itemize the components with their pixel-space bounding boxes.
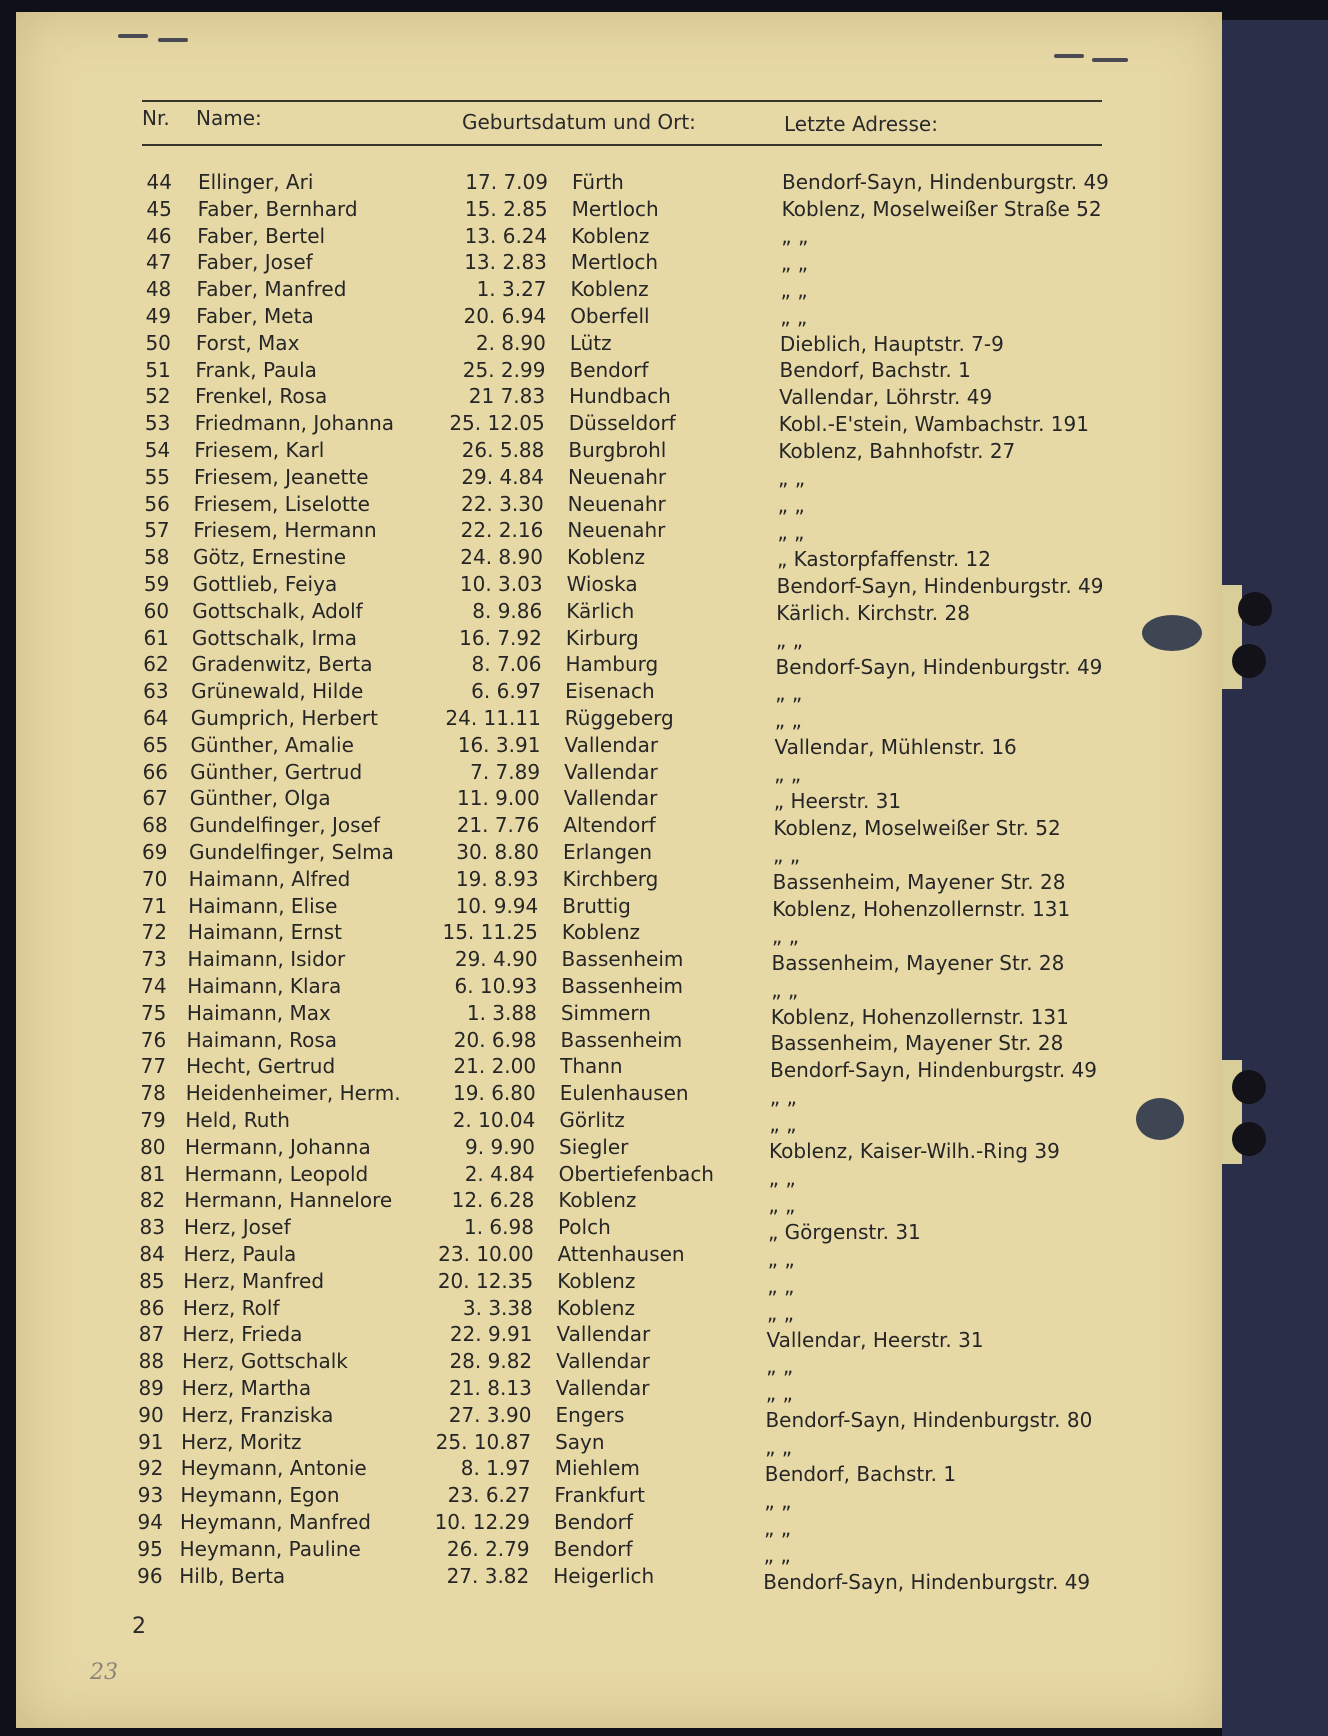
header-top-rule: [142, 100, 1102, 102]
margin-mark: [118, 34, 148, 38]
entry-name: Held, Ruth: [185, 1108, 290, 1132]
entry-birth-place: Lütz: [569, 330, 612, 355]
entry-birth-date: 8. 7.06: [471, 652, 542, 677]
entry-address: „ „: [769, 1112, 797, 1137]
entry-number: 92: [137, 1456, 164, 1481]
entry-birth-place: Sayn: [555, 1429, 605, 1454]
entry-birth-place: Neuenahr: [567, 491, 666, 516]
entry-number: 60: [143, 598, 170, 623]
entry-birth-place: Vallendar: [564, 732, 659, 757]
punch-hole: [1232, 1070, 1266, 1104]
entry-birth-date: 7. 7.89: [470, 759, 541, 784]
entry-number: 49: [145, 304, 172, 328]
entry-address: Bendorf-Sayn, Hindenburgstr. 49: [782, 170, 1109, 194]
entry-name: Götz, Ernestine: [192, 545, 347, 570]
entry-number: 57: [144, 518, 170, 543]
entry-address: „ „: [775, 681, 803, 706]
entry-address: „ Heerstr. 31: [773, 789, 902, 814]
entry-birth-date: 11. 9.00: [457, 786, 540, 811]
entry-number: 44: [146, 170, 172, 194]
entry-address: „ „: [780, 250, 808, 275]
entry-birth-place: Altendorf: [563, 813, 656, 838]
entry-address: „ „: [765, 1381, 793, 1406]
entry-address: Koblenz, Kaiser-Wilh.-Ring 39: [769, 1139, 1060, 1164]
entry-birth-date: 20. 6.98: [453, 1027, 537, 1052]
page-number: 2: [132, 1614, 146, 1639]
entry-address: Dieblich, Hauptstr. 7-9: [779, 331, 1004, 356]
entry-address: „ „: [766, 1354, 794, 1379]
entry-address: Koblenz, Hohenzollernstr. 131: [772, 896, 1071, 921]
entry-address: Koblenz, Moselweißer Str. 52: [773, 816, 1061, 841]
entry-birth-place: Eulenhausen: [559, 1081, 689, 1106]
entry-address: Kobl.-E'stein, Wambachstr. 191: [778, 412, 1089, 437]
entry-number: 63: [143, 679, 169, 704]
entry-birth-place: Neuenahr: [567, 518, 666, 543]
entry-name: Friesem, Hermann: [193, 518, 377, 543]
entry-birth-place: Koblenz: [557, 1268, 636, 1293]
entry-name: Faber, Meta: [196, 304, 314, 328]
entry-birth-date: 25. 2.99: [462, 357, 546, 382]
entry-address: Bendorf, Bachstr. 1: [764, 1462, 957, 1487]
entry-name: Hilb, Berta: [179, 1563, 286, 1588]
entry-birth-place: Vallendar: [556, 1349, 650, 1374]
entry-number: 47: [146, 250, 172, 275]
entry-birth-place: Kärlich: [566, 598, 635, 623]
column-header-birth: Geburtsdatum und Ort:: [462, 110, 696, 134]
entry-number: 64: [142, 706, 169, 730]
entry-birth-date: 10. 3.03: [459, 572, 543, 596]
entry-address: „ „: [766, 1300, 794, 1325]
entry-name: Heymann, Egon: [180, 1483, 340, 1508]
entry-name: Friedmann, Johanna: [194, 411, 395, 436]
entry-birth-date: 23. 10.00: [438, 1242, 534, 1266]
entry-name: Haimann, Alfred: [188, 866, 351, 891]
entry-birth-date: 10. 9.94: [455, 893, 539, 918]
entry-number: 95: [137, 1536, 163, 1561]
entry-address: Vallendar, Mühlenstr. 16: [774, 735, 1017, 760]
entry-birth-date: 16. 3.91: [457, 732, 541, 757]
entry-birth-date: 8. 9.86: [472, 598, 543, 623]
entry-address: „ „: [765, 1435, 793, 1460]
entry-birth-place: Koblenz: [571, 223, 650, 248]
entry-name: Gottschalk, Adolf: [192, 598, 363, 623]
entry-birth-date: 23. 6.27: [447, 1483, 531, 1508]
margin-mark: [1092, 58, 1128, 62]
entry-name: Herz, Martha: [181, 1376, 312, 1400]
entry-birth-date: 2. 10.04: [452, 1108, 536, 1132]
entry-number: 61: [143, 625, 169, 650]
entry-birth-date: 25. 12.05: [449, 411, 545, 436]
entry-name: Forst, Max: [195, 330, 300, 355]
entry-birth-date: 21. 8.13: [449, 1376, 532, 1400]
entry-address: „ „: [780, 277, 808, 302]
entry-name: Herz, Rolf: [182, 1295, 280, 1320]
entry-birth-date: 1. 6.98: [463, 1215, 534, 1240]
entry-birth-place: Eisenach: [565, 679, 655, 704]
entry-address: Bassenheim, Mayener Str. 28: [770, 1031, 1064, 1056]
entry-address: „ „: [774, 762, 802, 787]
entry-address: „ Kastorpfaffenstr. 12: [776, 546, 991, 571]
entry-name: Friesem, Karl: [194, 438, 325, 462]
entry-name: Friesem, Jeanette: [194, 464, 369, 489]
entry-address: Koblenz, Hohenzollernstr. 131: [770, 1004, 1069, 1029]
entry-birth-date: 22. 9.91: [449, 1322, 533, 1347]
entry-birth-place: Düsseldorf: [568, 411, 676, 436]
entry-birth-date: 1. 3.88: [466, 1000, 537, 1025]
entry-number: 94: [137, 1510, 163, 1534]
entry-address: „ „: [763, 1542, 791, 1567]
entry-address: „ „: [773, 843, 801, 867]
entry-name: Heymann, Manfred: [180, 1510, 371, 1534]
entry-address: Bendorf, Bachstr. 1: [779, 358, 971, 383]
entry-number: 76: [140, 1027, 167, 1052]
entry-birth-place: Vallendar: [564, 759, 658, 784]
entry-name: Gundelfinger, Josef: [189, 813, 380, 838]
entry-birth-date: 13. 2.83: [464, 250, 547, 275]
entry-number: 74: [141, 974, 167, 998]
entry-number: 80: [140, 1134, 166, 1159]
entry-birth-place: Rüggeberg: [564, 706, 674, 730]
entry-birth-place: Vallendar: [563, 786, 658, 811]
entry-name: Herz, Frieda: [182, 1322, 303, 1347]
entry-birth-date: 13. 6.24: [464, 223, 548, 248]
entry-birth-date: 21. 7.76: [456, 813, 540, 838]
entry-birth-date: 26. 2.79: [446, 1536, 530, 1561]
entry-number: 51: [145, 357, 171, 382]
punch-hole: [1238, 592, 1272, 626]
entry-address: Bendorf-Sayn, Hindenburgstr. 49: [775, 654, 1103, 679]
entry-address: Vallendar, Löhrstr. 49: [779, 385, 993, 410]
entry-address: „ „: [781, 223, 809, 248]
entry-address: „ „: [764, 1516, 792, 1540]
entry-name: Haimann, Klara: [187, 974, 342, 998]
entry-birth-place: Bendorf: [554, 1510, 633, 1534]
entry-birth-place: Siegler: [559, 1134, 629, 1159]
entry-number: 89: [138, 1376, 164, 1400]
entry-birth-place: Vallendar: [555, 1376, 650, 1400]
entry-address: „ „: [764, 1489, 792, 1514]
entry-address: „ „: [774, 708, 802, 733]
entry-number: 79: [140, 1108, 166, 1132]
entry-address: Koblenz, Bahnhofstr. 27: [778, 439, 1016, 464]
entry-number: 56: [144, 491, 170, 516]
entry-birth-date: 24. 8.90: [460, 545, 543, 570]
entry-birth-date: 15. 2.85: [464, 196, 548, 221]
entry-birth-date: 28. 9.82: [449, 1349, 533, 1374]
entry-name: Heymann, Antonie: [180, 1456, 367, 1481]
entry-birth-date: 2. 8.90: [475, 330, 546, 355]
entry-address: „ „: [771, 923, 799, 948]
entry-address: „ „: [768, 1166, 796, 1191]
entry-name: Hermann, Johanna: [185, 1134, 371, 1159]
entry-birth-place: Bassenheim: [561, 947, 684, 972]
entry-number: 72: [141, 920, 167, 945]
entry-birth-place: Kirchberg: [562, 866, 659, 891]
entry-number: 46: [146, 223, 172, 248]
entry-name: Herz, Moritz: [181, 1429, 302, 1454]
binder-cover: [1222, 20, 1328, 1736]
punch-hole: [1232, 644, 1266, 678]
entry-address: „ „: [777, 519, 805, 544]
entry-birth-place: Hamburg: [565, 652, 659, 677]
entry-name: Gottschalk, Irma: [191, 625, 358, 650]
entry-birth-place: Mertloch: [571, 196, 659, 221]
entry-number: 93: [137, 1483, 164, 1508]
header-bottom-rule: [142, 144, 1102, 146]
entry-address: Kärlich. Kirchstr. 28: [776, 600, 970, 625]
pencil-note: 23: [90, 1660, 118, 1685]
entry-number: 71: [141, 893, 168, 918]
entry-address: Vallendar, Heerstr. 31: [766, 1327, 984, 1352]
entry-address: Koblenz, Moselweißer Straße 52: [781, 196, 1102, 221]
entry-birth-place: Bendorf: [553, 1536, 633, 1561]
entry-name: Günther, Amalie: [190, 732, 354, 757]
entry-name: Frenkel, Rosa: [195, 384, 328, 409]
entry-name: Heymann, Pauline: [179, 1536, 361, 1561]
entry-birth-place: Vallendar: [556, 1322, 651, 1347]
ink-stain: [1136, 1098, 1184, 1140]
entry-address: Bendorf-Sayn, Hindenburgstr. 49: [770, 1058, 1098, 1083]
entry-number: 96: [137, 1563, 163, 1588]
entry-name: Haimann, Rosa: [186, 1027, 338, 1052]
entry-number: 48: [145, 277, 172, 302]
entry-name: Ellinger, Ari: [198, 170, 314, 194]
entry-birth-place: Koblenz: [558, 1188, 637, 1213]
entry-name: Haimann, Max: [186, 1000, 331, 1025]
column-header-address: Letzte Adresse:: [784, 112, 938, 136]
entry-name: Hermann, Hannelore: [184, 1188, 393, 1213]
entry-name: Gumprich, Herbert: [190, 706, 378, 730]
entry-birth-date: 22. 2.16: [460, 518, 544, 543]
entry-birth-place: Koblenz: [561, 920, 640, 945]
entry-address: Bendorf-Sayn, Hindenburgstr. 80: [765, 1408, 1093, 1433]
entry-address: Bassenheim, Mayener Str. 28: [771, 950, 1065, 975]
entry-birth-place: Heigerlich: [553, 1563, 655, 1588]
entry-number: 55: [144, 464, 171, 489]
entry-birth-place: Kirburg: [565, 625, 639, 650]
entry-number: 53: [144, 411, 171, 436]
entry-birth-date: 29. 4.84: [461, 464, 545, 489]
entry-birth-date: 21 7.83: [468, 384, 546, 409]
entry-number: 90: [138, 1402, 164, 1427]
entry-number: 69: [142, 840, 168, 864]
entry-birth-date: 12. 6.28: [451, 1188, 535, 1213]
entry-address: „ „: [775, 627, 803, 652]
entry-number: 59: [143, 572, 170, 596]
entry-birth-date: 21. 2.00: [453, 1054, 537, 1079]
entry-name: Gradenwitz, Berta: [191, 652, 373, 677]
entry-birth-place: Obertiefenbach: [558, 1161, 714, 1186]
entry-name: Gottlieb, Feiya: [192, 572, 338, 596]
column-header-nr: Nr.: [142, 106, 170, 130]
entry-address: Bendorf-Sayn, Hindenburgstr. 49: [776, 573, 1104, 598]
entry-birth-date: 30. 8.80: [456, 840, 539, 864]
entry-name: Herz, Manfred: [183, 1268, 325, 1293]
entry-address: „ „: [767, 1273, 795, 1298]
entry-number: 45: [146, 196, 172, 221]
entry-address: „ „: [768, 1192, 796, 1217]
entry-number: 88: [138, 1349, 165, 1374]
entry-number: 68: [142, 813, 168, 838]
entry-address: „ „: [769, 1085, 797, 1110]
entry-name: Günther, Olga: [189, 786, 331, 811]
entry-birth-place: Koblenz: [570, 277, 649, 302]
ink-stain: [1142, 615, 1202, 651]
entry-number: 81: [139, 1161, 166, 1186]
entry-address: „ „: [777, 493, 805, 518]
entry-name: Heidenheimer, Herm.: [185, 1081, 401, 1106]
entry-birth-date: 20. 6.94: [463, 304, 547, 328]
entry-name: Haimann, Elise: [188, 893, 338, 918]
entry-name: Grünewald, Hilde: [191, 679, 364, 704]
entry-birth-date: 6. 6.97: [471, 679, 542, 704]
punch-hole: [1232, 1122, 1266, 1156]
entry-birth-place: Engers: [555, 1402, 625, 1427]
entry-birth-place: Koblenz: [556, 1295, 635, 1320]
entry-number: 73: [141, 947, 167, 972]
entry-number: 87: [138, 1322, 165, 1347]
entry-name: Haimann, Ernst: [187, 920, 343, 945]
entry-birth-place: Simmern: [560, 1000, 651, 1025]
entry-address: „ „: [780, 304, 808, 329]
margin-mark: [158, 38, 188, 42]
entry-name: Haimann, Isidor: [187, 947, 346, 972]
entry-birth-date: 9. 9.90: [465, 1134, 536, 1159]
entry-birth-date: 17. 7.09: [465, 170, 548, 194]
entry-birth-date: 27. 3.90: [448, 1402, 532, 1427]
entry-number: 75: [140, 1000, 167, 1025]
entry-number: 67: [142, 786, 168, 811]
entry-name: Faber, Bertel: [197, 223, 326, 248]
entry-birth-place: Bendorf: [569, 357, 649, 382]
entry-number: 58: [144, 545, 170, 570]
entry-name: Frank, Paula: [195, 357, 317, 382]
entry-address: Bendorf-Sayn, Hindenburgstr. 49: [763, 1569, 1091, 1594]
entry-birth-date: 15. 11.25: [442, 920, 538, 945]
entry-birth-date: 29. 4.90: [454, 947, 538, 972]
entry-name: Herz, Josef: [183, 1215, 291, 1240]
entry-name: Günther, Gertrud: [190, 759, 363, 784]
entry-birth-place: Koblenz: [566, 545, 646, 570]
margin-mark: [1054, 54, 1084, 58]
entry-address: „ „: [767, 1246, 795, 1271]
entry-birth-place: Wioska: [566, 572, 638, 596]
entry-number: 50: [145, 330, 171, 355]
entry-number: 85: [139, 1268, 165, 1293]
entry-birth-place: Bruttig: [562, 893, 631, 918]
entry-birth-place: Oberfell: [570, 304, 650, 328]
entry-birth-date: 19. 8.93: [455, 866, 539, 891]
entry-number: 82: [139, 1188, 166, 1213]
entry-birth-date: 19. 6.80: [453, 1081, 536, 1106]
entry-birth-place: Bassenheim: [561, 974, 684, 998]
entry-name: Herz, Gottschalk: [182, 1349, 348, 1374]
entry-address: „ „: [778, 466, 806, 491]
entry-number: 91: [138, 1429, 164, 1454]
entry-name: Gundelfinger, Selma: [189, 840, 394, 864]
entry-birth-date: 2. 4.84: [464, 1161, 535, 1186]
entry-number: 52: [145, 384, 171, 409]
entry-birth-date: 1. 3.27: [476, 277, 547, 302]
entry-name: Faber, Josef: [196, 250, 313, 275]
entry-birth-date: 22. 3.30: [460, 491, 544, 516]
entry-name: Faber, Bernhard: [197, 196, 358, 221]
entry-birth-place: Attenhausen: [557, 1242, 685, 1266]
entry-birth-place: Erlangen: [563, 840, 653, 864]
entry-birth-date: 16. 7.92: [459, 625, 542, 650]
entry-birth-place: Neuenahr: [568, 464, 667, 489]
entry-number: 77: [140, 1054, 167, 1079]
entry-number: 65: [142, 732, 169, 757]
entry-birth-date: 6. 10.93: [454, 974, 538, 998]
entry-birth-date: 10. 12.29: [434, 1510, 530, 1534]
entry-birth-date: 27. 3.82: [446, 1563, 530, 1588]
entry-name: Herz, Franziska: [181, 1402, 334, 1427]
column-header-name: Name:: [196, 106, 262, 130]
entry-birth-place: Frankfurt: [554, 1483, 645, 1508]
entry-birth-place: Fürth: [572, 170, 624, 194]
entry-number: 84: [139, 1242, 165, 1266]
entry-name: Hecht, Gertrud: [186, 1054, 336, 1079]
entry-number: 66: [142, 759, 169, 784]
entry-address: „ Görgenstr. 31: [767, 1219, 921, 1244]
entry-birth-date: 8. 1.97: [460, 1456, 531, 1481]
entry-name: Faber, Manfred: [196, 277, 347, 302]
entry-number: 83: [139, 1215, 165, 1240]
entry-birth-date: 3. 3.38: [462, 1295, 533, 1320]
entry-birth-date: 26. 5.88: [461, 438, 545, 462]
entry-name: Friesem, Liselotte: [193, 491, 370, 516]
entry-number: 86: [138, 1295, 165, 1320]
entry-birth-place: Hundbach: [569, 384, 671, 409]
entry-number: 62: [143, 652, 169, 677]
entry-address: „ „: [771, 977, 799, 1002]
entry-number: 70: [141, 866, 168, 891]
entry-birth-place: Görlitz: [559, 1108, 625, 1132]
entry-address: Bassenheim, Mayener Str. 28: [772, 869, 1066, 894]
entry-number: 54: [144, 438, 171, 462]
entry-name: Hermann, Leopold: [184, 1161, 369, 1186]
entry-number: 78: [140, 1081, 166, 1106]
entry-birth-date: 25. 10.87: [435, 1429, 532, 1454]
entry-birth-date: 24. 11.11: [445, 706, 541, 730]
entry-name: Herz, Paula: [183, 1242, 297, 1266]
entry-birth-place: Miehlem: [554, 1456, 640, 1481]
entry-birth-place: Bassenheim: [560, 1027, 683, 1052]
entry-birth-date: 20. 12.35: [437, 1268, 534, 1293]
entry-birth-place: Mertloch: [570, 250, 658, 275]
entry-birth-place: Burgbrohl: [568, 438, 667, 462]
entry-birth-place: Polch: [557, 1215, 611, 1240]
entry-birth-place: Thann: [560, 1054, 623, 1079]
